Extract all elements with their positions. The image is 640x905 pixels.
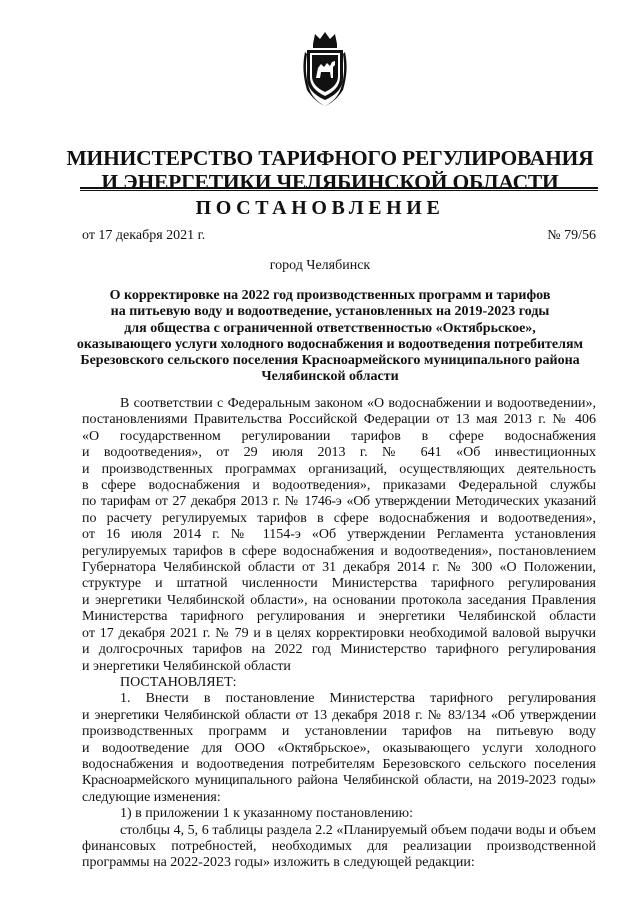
resolves-word: ПОСТАНОВЛЯЕТ: bbox=[120, 674, 237, 690]
body-line: и водоотведения», от 29 июля 2013 г. № 641 «Об инвестиционных bbox=[82, 445, 596, 461]
header-rule-thin bbox=[80, 190, 598, 191]
document-body bbox=[82, 396, 596, 872]
body-line: по расчету регулируемых тарифов в сфере водоснабжения и водоотведения», bbox=[82, 510, 596, 526]
body-line: от 17 декабря 2021 г. № 79 и в целях корректировки необходимой валовой выручки bbox=[82, 625, 596, 641]
body-line: и энергетики Челябинской области bbox=[82, 658, 291, 674]
body-line: финансовых потребностей, необходимых для реализации производственной bbox=[82, 838, 596, 854]
body-line: следующие изменения: bbox=[82, 789, 221, 805]
body-line: по тарифам от 27 декабря 2013 г. № 1746-э «Об утверждении Методических указаний bbox=[82, 494, 596, 510]
title-line: на питьевую воду и водоотведение, установленных на 2019-2023 годы bbox=[110, 304, 550, 320]
body-line: водоснабжения и водоотведения потребителям Березовского сельского поселения bbox=[82, 756, 596, 772]
body-line: производственных программ и установлении тарифов на питьевую воду bbox=[82, 724, 596, 740]
title-line: Березовского сельского поселения Красноармейского муниципального района bbox=[80, 353, 580, 369]
body-line: Губернатора Челябинской области от 31 декабря 2014 г. № 300 «О Положении, bbox=[82, 560, 596, 576]
header-rule bbox=[80, 187, 598, 189]
body-line: и производственных программах организаций, осуществляющих деятельность bbox=[82, 461, 596, 477]
paragraph-columns bbox=[82, 823, 596, 872]
body-line: постановлениями Правительства Российской Федерации от 13 мая 2013 г. № 406 bbox=[82, 412, 596, 428]
body-line: программы на 2022-2023 годы» изложить в следующей редакции: bbox=[82, 855, 475, 871]
document-type: ПОСТАНОВЛЕНИЕ bbox=[195, 197, 445, 219]
date-number-line bbox=[82, 228, 596, 244]
title-line: Челябинской области bbox=[261, 369, 399, 385]
body-line: и энергетики Челябинской области», на основании протокола заседания Правления bbox=[82, 592, 596, 608]
paragraph-item-1 bbox=[82, 691, 596, 806]
title-line: О корректировке на 2022 год производственных программ и тарифов bbox=[109, 288, 551, 303]
title-line: оказывающего услуги холодного водоснабжения и водоотведения потребителям bbox=[76, 336, 584, 352]
body-line: от 16 июля 2014 г. № 1154-э «Об утверждении Регламента установления bbox=[82, 527, 596, 543]
body-line: структуре и штатной численности Министерства тарифного регулирования bbox=[82, 576, 596, 592]
body-line: и долгосрочных тарифов на 2022 год Министерство тарифного регулирования bbox=[82, 642, 596, 658]
body-line: В соответствии с Федеральным законом «О водоснабжении и водоотведении», bbox=[120, 396, 596, 411]
body-line: и энергетики Челябинской области от 13 декабря 2018 г. № 83/134 «Об утверждении bbox=[82, 707, 596, 723]
ministry-line-2: И ЭНЕРГЕТИКИ ЧЕЛЯБИНСКОЙ ОБЛАСТИ bbox=[101, 170, 559, 194]
body-line: 1. Внести в постановление Министерства тарифного регулирования bbox=[120, 691, 596, 707]
document-number: № 79/56 bbox=[547, 228, 596, 243]
document-city: город Челябинск bbox=[269, 258, 371, 273]
item-1-subclause: 1) в приложении 1 к указанному постановлению: bbox=[120, 806, 414, 822]
body-line: «О государственном регулировании тарифов в сфере водоснабжения bbox=[82, 428, 596, 444]
ministry-line-1: МИНИСТЕРСТВО ТАРИФНОГО РЕГУЛИРОВАНИЯ bbox=[66, 146, 594, 170]
title-line: для общества с ограниченной ответственностью «Октябрьское», bbox=[124, 320, 536, 336]
document-date: от 17 декабря 2021 г. bbox=[82, 228, 206, 243]
body-line: Министерства тарифного регулирования и энергетики Челябинской области bbox=[82, 609, 596, 625]
body-line: регулируемых тарифов в сфере водоснабжения и водоотведения», постановлением bbox=[82, 543, 596, 559]
coat-of-arms-icon bbox=[301, 30, 349, 108]
body-line: столбцы 4, 5, 6 таблицы раздела 2.2 «Планируемый объем подачи воды и объем bbox=[120, 822, 596, 838]
body-line: и водоотведение для ООО «Октябрьское», оказывающего услуги холодного bbox=[82, 740, 596, 756]
paragraph-preamble bbox=[82, 396, 596, 675]
body-line: Красноармейского муниципального района Челябинской области, на 2019-2023 годы» bbox=[82, 773, 596, 789]
body-line: в сфере водоснабжения и водоотведения», приказами Федеральной службы bbox=[82, 478, 596, 494]
document-title bbox=[60, 288, 600, 386]
